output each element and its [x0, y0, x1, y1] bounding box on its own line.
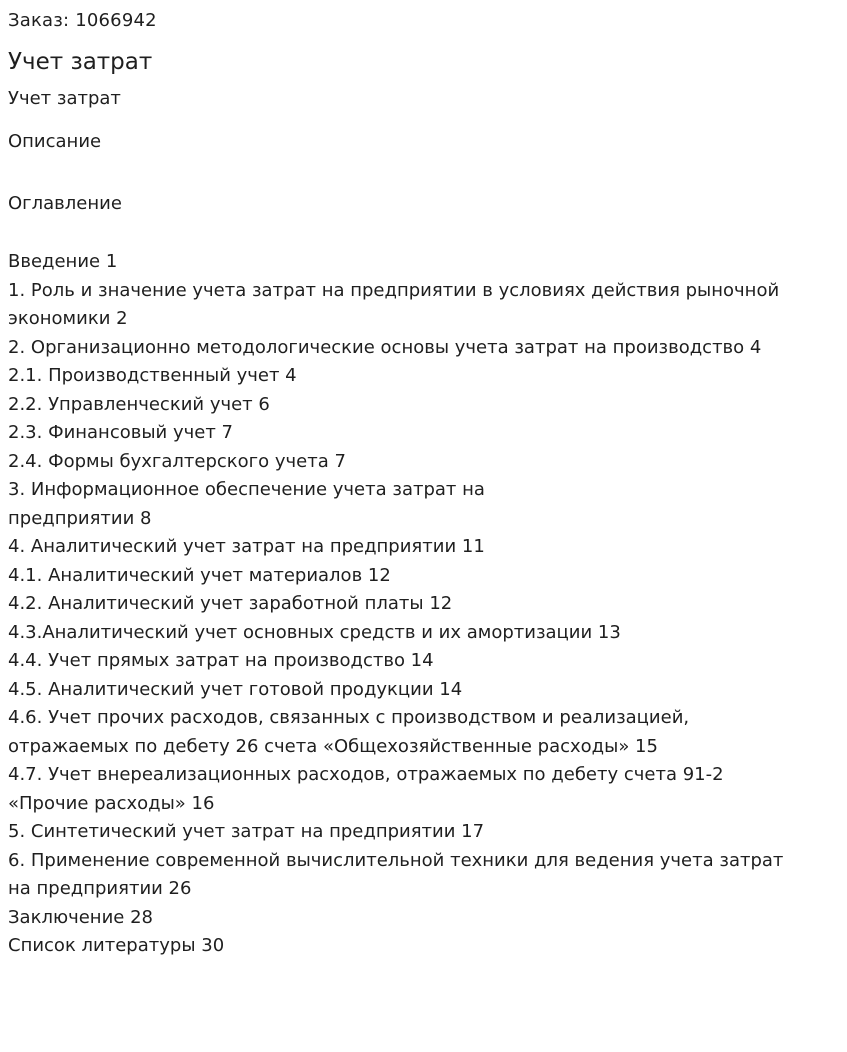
toc-line: 2.2. Управленческий учет 6	[8, 393, 270, 415]
toc-line: 6. Применение современной вычислительной техники для ведения учета затрат	[8, 849, 784, 871]
toc-line: отражаемых по дебету 26 счета «Общехозяйственные расходы» 15	[8, 735, 658, 757]
toc-line: 4.6. Учет прочих расходов, связанных с производством и реализацией,	[8, 707, 690, 728]
toc-line: 4.3.Аналитический учет основных средств и их амортизации 13	[8, 621, 621, 643]
toc-line: 4.2. Аналитический учет заработной платы 12	[8, 593, 453, 614]
toc-line: предприятии 8	[8, 507, 152, 529]
table-of-contents	[8, 248, 834, 961]
toc-line: на предприятии 26	[8, 878, 192, 899]
toc-line: 3. Информационное обеспечение учета затрат на	[8, 479, 485, 500]
toc-line: 1. Роль и значение учета затрат на предприятии в условиях действия рыночной	[8, 279, 780, 301]
toc-line: 2. Организационно методологические основы учета затрат на производство 4	[8, 336, 762, 358]
toc-line: 2.3. Финансовый учет 7	[8, 422, 233, 443]
toc-line: 4.7. Учет внереализационных расходов, отражаемых по дебету счета 91-2	[8, 764, 724, 785]
toc-line: 4.4. Учет прямых затрат на производство 14	[8, 650, 434, 671]
toc-line: 5. Синтетический учет затрат на предприятии 17	[8, 821, 485, 842]
toc-line: Заключение 28	[8, 906, 153, 928]
toc-heading: Оглавление	[8, 193, 122, 214]
toc-line: 4. Аналитический учет затрат на предприятии 11	[8, 536, 485, 557]
toc-line: экономики 2	[8, 308, 128, 329]
page-title: Учет затрат	[8, 49, 153, 75]
description-label: Описание	[8, 131, 102, 152]
order-number: Заказ: 1066942	[8, 10, 157, 31]
page-subtitle: Учет затрат	[8, 88, 121, 109]
toc-line: Введение 1	[8, 251, 118, 272]
toc-line: 4.1. Аналитический учет материалов 12	[8, 564, 391, 586]
toc-line: «Прочие расходы» 16	[8, 792, 215, 814]
toc-line: 2.4. Формы бухгалтерского учета 7	[8, 450, 346, 472]
toc-line: 4.5. Аналитический учет готовой продукции 14	[8, 678, 463, 700]
toc-line: 2.1. Производственный учет 4	[8, 365, 297, 386]
toc-line: Список литературы 30	[8, 935, 225, 956]
